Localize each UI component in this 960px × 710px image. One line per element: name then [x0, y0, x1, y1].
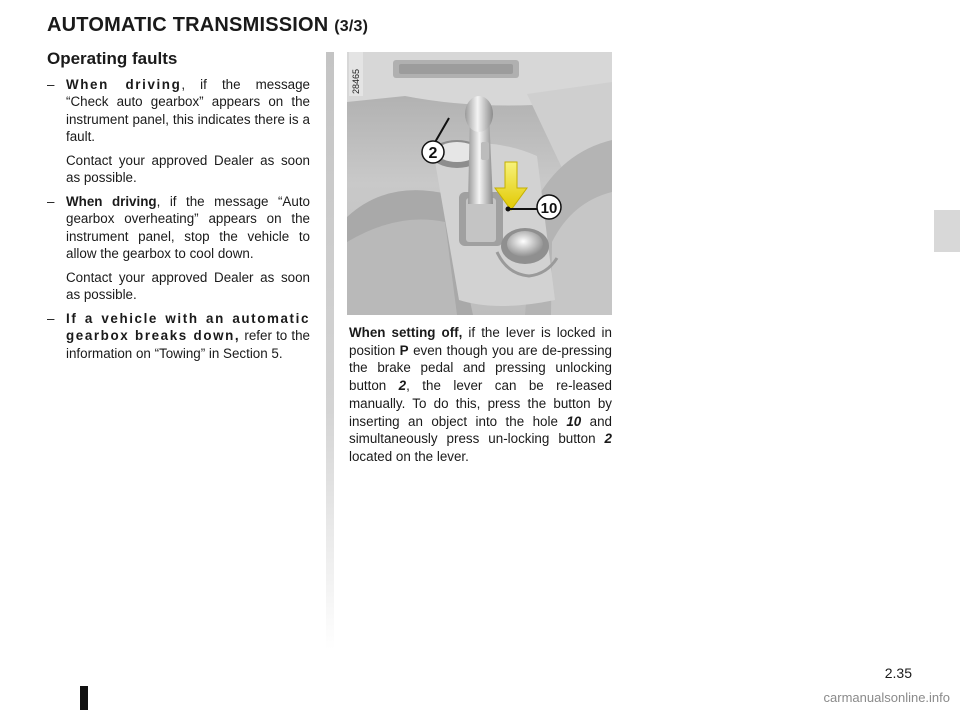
gear-lever-illustration — [347, 52, 612, 315]
item-lead: If a vehicle with an automatic gearbox breaks down, — [66, 310, 310, 343]
column-divider — [326, 52, 334, 650]
callout-2: 2 — [428, 145, 438, 162]
page-corner-mark — [80, 686, 88, 710]
gear-lever-drawing — [347, 52, 612, 315]
dash: – — [47, 310, 55, 326]
item-text: , if the message “Check auto gearbox” appears on the instrument panel, this indicates there is a fault. — [66, 76, 310, 144]
item-note: Contact your approved Dealer as soon as possible. — [66, 152, 310, 185]
callout-10: 10 — [540, 200, 558, 217]
list-item — [47, 193, 310, 304]
item-note: Contact your approved Dealer as soon as possible. — [66, 269, 310, 302]
item-lead: When driving — [66, 76, 182, 92]
page-part: (3/3) — [334, 18, 369, 35]
section-tab — [934, 210, 960, 252]
page-title: AUTOMATIC TRANSMISSION (3/3) — [47, 14, 369, 36]
item-text: refer to the information on “Towing” in Section 5. — [66, 328, 311, 361]
item-lead: When driving — [66, 193, 157, 209]
item-text: , if the message “Auto gearbox overheating” appears on the instrument panel, stop the vehicle to allow the gearbox to cool down. — [66, 193, 310, 261]
list-item — [47, 310, 310, 363]
list-item — [47, 76, 310, 187]
figure-ref: 28465 — [351, 68, 361, 94]
release-procedure-text: When setting off, if the lever is locked in position P even though you are de-pressing the brake pedal and pressing unlocking button 2, the lever can be re-leased manually. To do this, press the button by inserting an object into the hole 10 and simultaneously press un-locking button 2 located on the lever. — [349, 325, 613, 464]
dash: – — [47, 193, 55, 209]
left-column — [47, 50, 310, 368]
dash: – — [47, 76, 55, 92]
section-heading: Operating faults — [47, 49, 178, 68]
page-number: 2.35 — [884, 665, 912, 681]
watermark: carmanualsonline.info — [823, 690, 950, 705]
